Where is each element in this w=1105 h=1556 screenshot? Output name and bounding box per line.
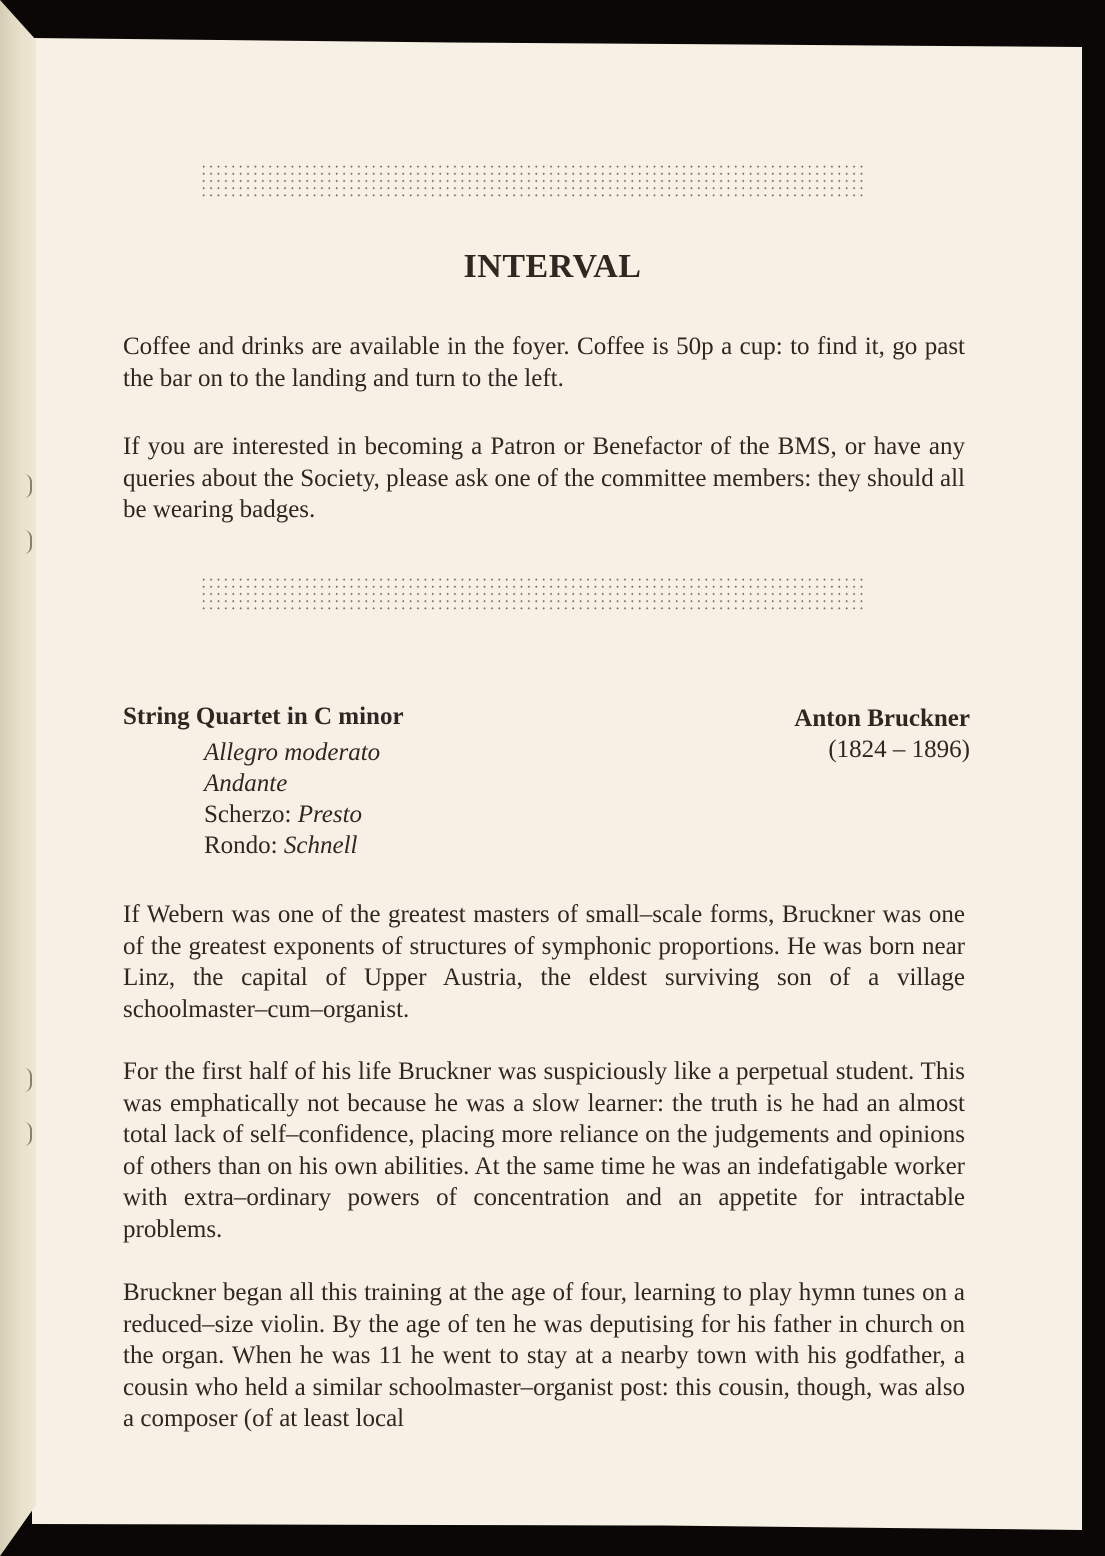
movement-item — [204, 830, 380, 861]
notes-paragraph-3: Bruckner began all this training at the age of four, learning to play hymn tunes on a reduced–size violin. By the age of ten he was deputising for his father in church on the organ. When he was 11 he went to stay at a nearby town with his godfather, a cousin who held a similar schoolmaster–organist post: this cousin, though, was also a composer (of at least local — [123, 1279, 965, 1432]
movement-label: Rondo: — [204, 832, 284, 859]
interval-heading: INTERVAL — [463, 248, 642, 285]
movement-item — [204, 768, 380, 799]
interval-paragraph-membership: If you are interested in becoming a Patron or Benefactor of the BMS, or have any queries about the Society, please ask one of the committee members: they should all be wearing badges. — [123, 433, 965, 523]
composer-block — [794, 703, 970, 765]
movement-item — [204, 799, 380, 830]
notes-paragraph-2: For the first half of his life Bruckner was suspiciously like a perpetual student. This was emphatically not because he was a slow learner: the truth is he had an almost total lack of self–confidence, placing more reliance on the judgements and opinions of others than on his own abilities. At the same time he was an indefatigable worker with extra–ordinary powers of concentration and an appetite for intractable problems. — [123, 1058, 965, 1243]
interval-paragraph-coffee: Coffee and drinks are available in the foyer. Coffee is 50p a cup: to find it, go past the bar on to the landing and turn to the left. — [123, 333, 965, 392]
piece-title: String Quartet in C minor — [123, 703, 404, 730]
movement-item — [204, 737, 380, 768]
composer-dates: (1824 – 1896) — [828, 736, 970, 763]
composer-name: Anton Bruckner — [794, 705, 970, 732]
movement-tempo: Schnell — [283, 832, 358, 859]
dotted-divider-top — [200, 163, 863, 199]
movement-tempo: Presto — [297, 801, 363, 828]
notes-paragraph-1: If Webern was one of the greatest masters of small–scale forms, Bruckner was one of the greatest exponents of structures of symphonic proportions. He was born near Linz, the capital of Upper Austria, the eldest surviving son of a village schoolmaster–cum–organist. — [123, 901, 965, 1023]
movement-label: Scherzo: — [204, 801, 298, 828]
movement-tempo: Allegro moderato — [204, 739, 381, 766]
booklet-spine — [0, 0, 36, 1556]
movements-list — [204, 737, 380, 861]
movement-tempo: Andante — [204, 770, 288, 797]
dotted-divider-bottom — [200, 576, 863, 612]
